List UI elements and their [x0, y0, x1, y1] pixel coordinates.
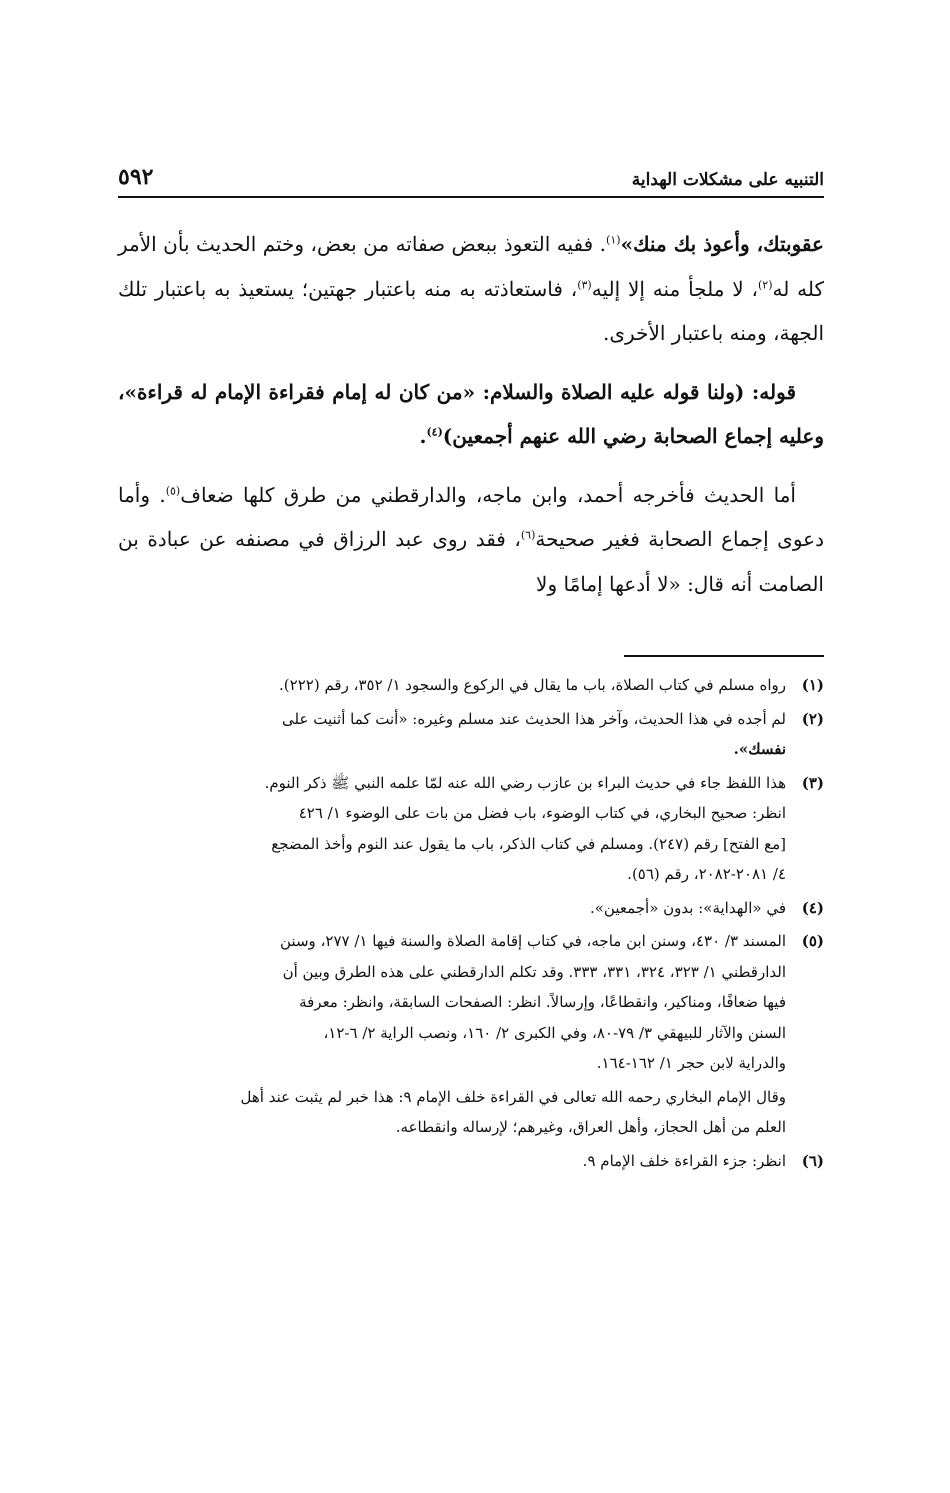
paragraph-3-text-a: أما الحديث فأخرجه أحمد، وابن ماجه، والدارقطني من طرق كلها ضعاف [180, 482, 796, 507]
footnote-number: (٤) [801, 898, 824, 917]
footnote-line: في «الهداية»: بدون «أجمعين». [589, 898, 786, 917]
footnote-5-continuation [118, 1082, 824, 1143]
paragraph-1-text-a: . ففيه التعوذ ببعض صفاته من بعض، وختم الحديث بأن الأمر كله له [118, 232, 825, 301]
qawluhu-lead: قوله: [751, 379, 796, 404]
footnote-ref-6[interactable]: (٦) [520, 528, 536, 542]
footnote-text [118, 768, 786, 890]
footnote-number: (٢) [801, 709, 824, 728]
footnote-3 [118, 768, 824, 890]
paragraph-3 [118, 473, 824, 607]
footnote-number: (١) [801, 676, 824, 694]
footnote-line: الدارقطني ١/ ٣٢٣، ٣٢٤، ٣٣١، ٣٣٣. وقد تكلم الدارقطني على هذه الطرق وبين أن [282, 962, 786, 981]
footnote-text [118, 670, 786, 701]
footnote-line: نفسك». [733, 740, 786, 758]
footnote-number: (٣) [801, 773, 824, 792]
footnote-line: [مع الفتح] رقم (٢٤٧). ومسلم في كتاب الذكر، باب ما يقول عند النوم وأخذ المضجع [271, 834, 786, 853]
footnote-line: العلم من أهل الحجاز، وأهل العراق، وغيرهم؛ لإرساله وانقطاعه. [395, 1118, 786, 1136]
footnote-ref-5[interactable]: (٥) [165, 483, 181, 497]
footnote-separator [624, 655, 824, 657]
footnote-ref-4[interactable]: (٤) [426, 425, 443, 439]
footnote-ref-3[interactable]: (٣) [577, 277, 592, 291]
footnote-line: وقال الإمام البخاري رحمه الله تعالى في القراءة خلف الإمام ٩: هذا خبر لم يثبت عند أهل [240, 1087, 786, 1106]
footnote-text [118, 1146, 786, 1177]
footnote-ref-2[interactable]: (٢) [757, 277, 773, 291]
hidaya-quote: (ولنا قوله عليه الصلاة والسلام: «من كان له إمام فقراءة الإمام له قراءة»، وعليه إجماع الصحابة رضي الله عنهم أجمعين) [118, 379, 824, 448]
footnote-line: انظر: جزء القراءة خلف الإمام ٩. [582, 1151, 786, 1170]
footnote-line: هذا اللفظ جاء في حديث البراء بن عازب رضي الله عنه لمّا علمه النبي ﷺ ذكر النوم. [264, 773, 786, 792]
footnote-number: (٥) [801, 932, 824, 950]
page-number: ٥٩٢ [118, 164, 154, 190]
footnote-line: رواه مسلم في كتاب الصلاة، باب ما يقال في الركوع والسجود ١/ ٣٥٢، رقم (٢٢٢). [279, 676, 786, 694]
paragraph-3-text-b: . وأما دعوى إجماع الصحابة فغير صحيحة [118, 482, 824, 551]
footnote-number: (٦) [801, 1151, 824, 1170]
footnote-text [118, 926, 786, 1079]
paragraph-3-text-c: ، فقد روى عبد الرزاق في مصنفه عن عبادة بن الصامت أنه قال: «لا أدعها إمامًا ولا [118, 527, 824, 596]
footnote-line: والدراية لابن حجر ١/ ١٦٢-١٦٤. [596, 1054, 786, 1072]
main-text [118, 222, 824, 606]
footnote-line: ٤/ ٢٠٨١-٢٠٨٢، رقم (٥٦). [627, 865, 786, 883]
footnote-line: السنن والآثار للبيهقي ٣/ ٧٩-٨٠، وفي الكبرى ٢/ ١٦٠، ونصب الراية ٢/ ٦-١٢، [323, 1023, 786, 1042]
paragraph-2-end: . [419, 424, 427, 448]
footnote-1 [118, 670, 824, 701]
footnote-line: المسند ٣/ ٤٣٠، وسنن ابن ماجه، في كتاب إقامة الصلاة والسنة فيها ١/ ٢٧٧، وسنن [280, 932, 786, 950]
footnote-text [118, 1082, 786, 1143]
paragraph-1-text-c: ، فاستعاذته به منه باعتبار جهتين؛ يستعيذ به باعتبار تلك الجهة، ومنه باعتبار الأخرى. [118, 276, 824, 345]
footnote-text [118, 893, 786, 924]
footnote-2 [118, 704, 824, 765]
footnote-line: فيها ضعافًا، ومناكير، وانقطاعًا، وإرسالاً. انظر: الصفحات السابقة، وانظر: معرفة [299, 993, 786, 1011]
footnote-line: انظر: صحيح البخاري، في كتاب الوضوء، باب فضل من بات على الوضوء ١/ ٤٢٦ [298, 804, 786, 822]
hadith-quote-end: عقوبتك، وأعوذ بك منك» [620, 232, 824, 256]
paragraph-1-text-b: ، لا ملجأ منه إلا إليه [591, 276, 758, 301]
footnote-line: لم أجده في هذا الحديث، وآخر هذا الحديث عند مسلم وغيره: «أنت كما أثنيت على [282, 709, 786, 728]
paragraph-1 [118, 222, 824, 356]
footnote-ref-1[interactable]: (١) [606, 233, 621, 247]
running-title: التنبيه على مشكلات الهداية [631, 170, 824, 190]
running-header [118, 150, 824, 198]
footnote-text [118, 704, 786, 765]
footnote-4 [118, 893, 824, 924]
footnotes [118, 670, 824, 1176]
footnote-6 [118, 1146, 824, 1177]
paragraph-2 [118, 370, 824, 459]
footnote-5 [118, 926, 824, 1079]
